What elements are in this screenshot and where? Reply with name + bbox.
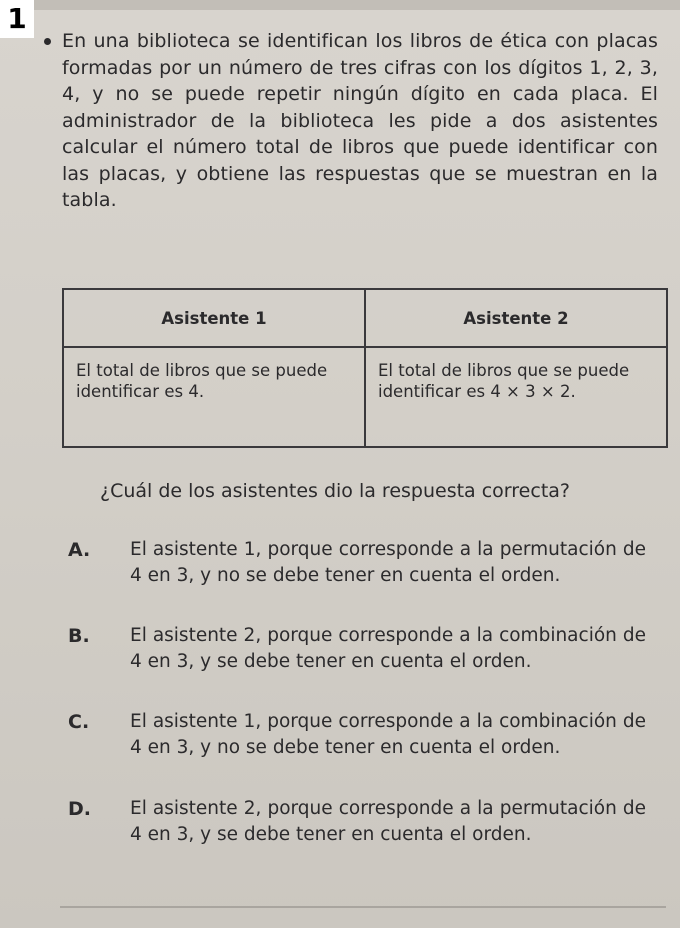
option-c-letter: C. xyxy=(68,711,90,733)
option-d-letter: D. xyxy=(68,798,91,820)
option-b-text[interactable]: El asistente 2, porque corresponde a la combinación de 4 en 3, y se debe tener en cuenta el orden. xyxy=(130,625,646,672)
table-header-assistant-1: Asistente 1 xyxy=(63,289,365,347)
table-header-assistant-2: Asistente 2 xyxy=(365,289,667,347)
table-row xyxy=(63,347,667,447)
bullet-icon xyxy=(44,38,51,45)
table-cell-assistant-1: El total de libros que se puede identificar es 4. xyxy=(63,347,365,447)
divider xyxy=(60,906,666,908)
table-cell-assistant-2: El total de libros que se puede identificar es 4 × 3 × 2. xyxy=(365,347,667,447)
option-d-text[interactable]: El asistente 2, porque corresponde a la permutación de 4 en 3, y se debe tener en cuenta el orden. xyxy=(130,798,646,845)
option-c-text[interactable]: El asistente 1, porque corresponde a la combinación de 4 en 3, y no se debe tener en cuenta el orden. xyxy=(130,711,646,758)
question-stem: En una biblioteca se identifican los libros de ética con placas formadas por un número de tres cifras con los dígitos 1, 2, 3, 4, y no se puede repetir ningún dígito en cada placa. El administrador de la biblioteca les pide a dos asistentes calcular el número total de libros que puede identificar con las placas, y obtiene las respuestas que se muestran en la tabla. xyxy=(62,30,658,211)
table-header-row xyxy=(63,289,667,347)
question-number: 1 xyxy=(0,0,34,38)
option-a-text[interactable]: El asistente 1, porque corresponde a la permutación de 4 en 3, y no se debe tener en cuenta el orden. xyxy=(130,539,646,586)
top-edge xyxy=(0,0,680,10)
option-b-letter: B. xyxy=(68,625,90,647)
question-prompt: ¿Cuál de los asistentes dio la respuesta correcta? xyxy=(100,480,570,502)
option-a-letter: A. xyxy=(68,539,91,561)
answers-table xyxy=(62,288,668,448)
